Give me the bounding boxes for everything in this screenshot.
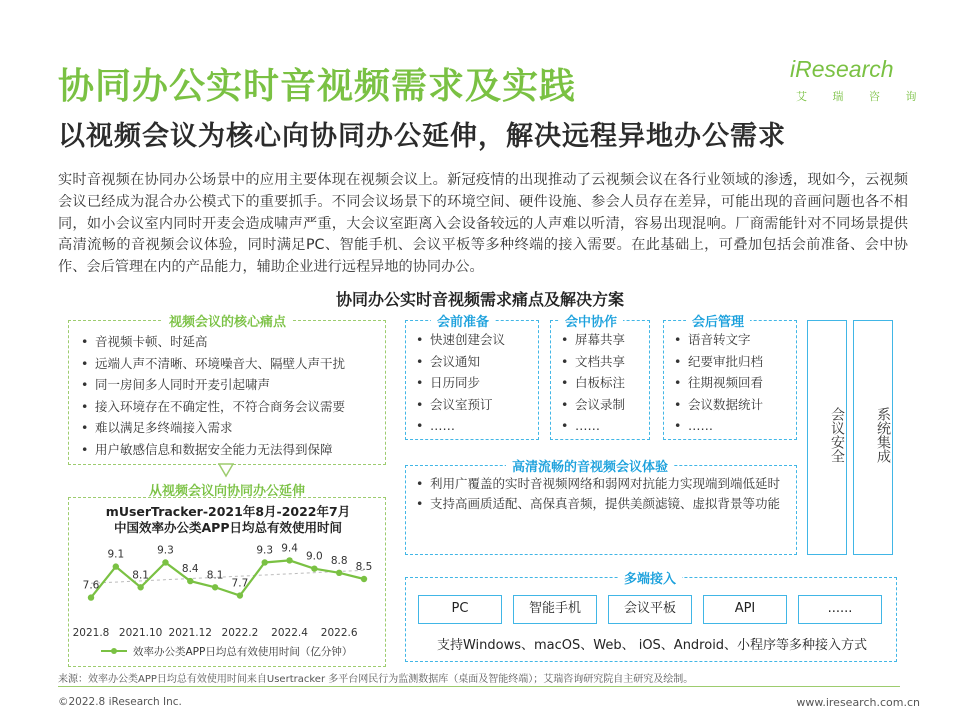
data-label: 8.5 [355, 561, 373, 573]
list-item: • 往期视频回看 [668, 372, 763, 394]
integration-box [853, 320, 893, 555]
usage-line-chart [69, 498, 387, 666]
iresearch-logo [790, 56, 928, 106]
support-text: 支持Windows、macOS、Web、 iOS、Android、小程序等多种接入方式 [436, 638, 868, 653]
list-item: • 远端人声不清晰、环境噪音大、隔壁人声干扰 [75, 353, 345, 375]
list-item: • …… [410, 415, 505, 437]
chart-subtitle: 中国效率办公类APP日均总有效使用时间 [114, 520, 342, 535]
chart-panel [68, 497, 386, 667]
in-meeting-list [555, 329, 625, 437]
pre-meeting-list [410, 329, 505, 437]
list-item: • …… [668, 415, 763, 437]
data-point [311, 565, 317, 571]
intro-paragraph: 实时音视频在协同办公场景中的应用主要体现在视频会议上。新冠疫情的出现推动了云视频会议在各行业领域的渗透，现如今，云视频会议已经成为混合办公模式下的重要抓手。不同会议场景下的环境空间、硬件设施、参会人员存在差异，可能出现的音画问题也各不相同，如小会议室内同时开麦会造成啸声严重，大会议室距离入会设备较远的人声难以听清，容易出现混响。厂商需能针对不同场景提供高清流畅的音视频会议体验，同时满足PC、智能手机、会议平板等多种终端的接入需要。在此基础上，可叠加包括会前准备、会中协作、会后管理在内的产品能力，辅助企业进行远程异地的协同办公。 [58, 172, 908, 276]
data-point [212, 584, 218, 590]
list-item: • 难以满足多终端接入需求 [75, 417, 345, 439]
list-item: • 会议录制 [555, 394, 625, 416]
extend-label: 从视频会议向协同办公延伸 [148, 484, 305, 499]
multi-access-panel [405, 572, 897, 662]
data-label: 8.1 [206, 569, 224, 582]
x-tick-label: 2021.10 [118, 627, 163, 639]
list-item: • 屏幕共享 [555, 329, 625, 351]
terminal-tablet: 会议平板 [608, 595, 692, 624]
hd-experience-list [410, 474, 790, 513]
terminal-smartphone: 智能手机 [513, 595, 597, 624]
website: www.iresearch.com.cn [796, 696, 920, 709]
x-tick-label: 2022.2 [221, 627, 259, 639]
post-meeting-label: 会后管理 [686, 311, 750, 330]
list-item: • 纪要审批归档 [668, 351, 763, 373]
logo-subtext: 艾 瑞 咨 询 [796, 90, 928, 103]
security-box [807, 320, 847, 555]
data-point [162, 559, 168, 565]
list-item: • 会议数据统计 [668, 394, 763, 416]
terminal-api: API [703, 595, 787, 624]
terminal-more: ...... [798, 595, 882, 624]
source-note: 来源：效率办公类APP日均总有效使用时间来自Usertracker 多平台网民行为监测数据库（桌面及智能终端）；艾瑞咨询研究院自主研究及绘制。 [58, 674, 694, 685]
data-label: 7.7 [231, 577, 249, 590]
logo-text: iResearch [790, 56, 894, 82]
post-meeting-list [668, 329, 763, 437]
list-item: • 白板标注 [555, 372, 625, 394]
data-label: 7.6 [82, 579, 100, 592]
data-point [88, 594, 94, 600]
chart-title: mUserTracker-2021年8月-2022年7月 [105, 504, 351, 519]
legend-marker-icon [111, 648, 117, 654]
post-meeting-panel [663, 315, 797, 440]
list-item: • 音视频卡顿、时延高 [75, 331, 345, 353]
data-point [237, 592, 243, 598]
page-title: 协同办公实时音视频需求及实践 [58, 66, 577, 107]
pre-meeting-panel [405, 315, 539, 440]
page-subtitle: 以视频会议为核心向协同办公延伸，解决远程异地办公需求 [58, 121, 786, 152]
list-item: • …… [555, 415, 625, 437]
list-item: • 接入环境存在不确定性，不符合商务会议需要 [75, 396, 345, 418]
data-point [286, 557, 292, 563]
data-label: 8.8 [330, 554, 348, 567]
list-item: • 支持高画质适配、高保真音频，提供美颜滤镜、虚拟背景等功能 [410, 494, 790, 514]
list-item: • 会议室预订 [410, 394, 505, 416]
list-item: • 语音转文字 [668, 329, 763, 351]
x-tick-label: 2021.8 [72, 627, 110, 639]
list-item: • 同一房间多人同时开麦引起啸声 [75, 374, 345, 396]
multi-access-label: 多端接入 [618, 568, 682, 587]
terminal-pc: PC [418, 595, 502, 624]
data-point [336, 570, 342, 576]
data-point [361, 576, 367, 582]
list-item: • 文档共享 [555, 351, 625, 373]
list-item: • 日历同步 [410, 372, 505, 394]
x-tick-label: 2022.4 [271, 627, 308, 639]
data-point [187, 578, 193, 584]
data-label: 9.3 [256, 544, 274, 557]
data-label: 9.1 [107, 548, 125, 561]
integration-label: 系统集成 [875, 407, 891, 463]
x-tick-label: 2021.12 [168, 627, 212, 639]
legend-label: 效率办公类APP日均总有效使用时间（亿分钟） [133, 646, 353, 658]
arrow-down-icon [218, 462, 234, 478]
security-label: 会议安全 [829, 407, 845, 463]
x-tick-label: 2022.6 [320, 627, 358, 639]
data-label: 9.4 [281, 542, 298, 555]
data-label: 8.4 [181, 563, 199, 576]
hd-experience-label: 高清流畅的音视频会议体验 [506, 456, 674, 475]
copyright: ©2022.8 iResearch Inc. [58, 696, 182, 708]
pre-meeting-label: 会前准备 [431, 311, 495, 330]
data-label: 8.1 [132, 569, 149, 582]
data-label: 9.0 [306, 550, 323, 563]
data-label: 9.3 [157, 544, 174, 557]
list-item: • 快速创建会议 [410, 329, 505, 351]
in-meeting-label: 会中协作 [559, 311, 623, 330]
pain-points-label: 视频会议的核心痛点 [163, 311, 292, 330]
in-meeting-panel [550, 315, 650, 440]
footer-divider [58, 686, 900, 687]
list-item: • 用户敏感信息和数据安全能力无法得到保障 [75, 439, 345, 461]
pain-points-list [75, 331, 345, 460]
list-item: • 会议通知 [410, 351, 505, 373]
hd-experience-panel [405, 460, 797, 555]
data-point [137, 584, 143, 590]
data-point [262, 559, 268, 565]
pain-points-panel [68, 315, 386, 465]
data-point [113, 563, 119, 569]
diagram-title: 协同办公实时音视频需求痛点及解决方案 [335, 290, 624, 309]
list-item: • 利用广覆盖的实时音视频网络和弱网对抗能力实现端到端低延时 [410, 474, 790, 494]
